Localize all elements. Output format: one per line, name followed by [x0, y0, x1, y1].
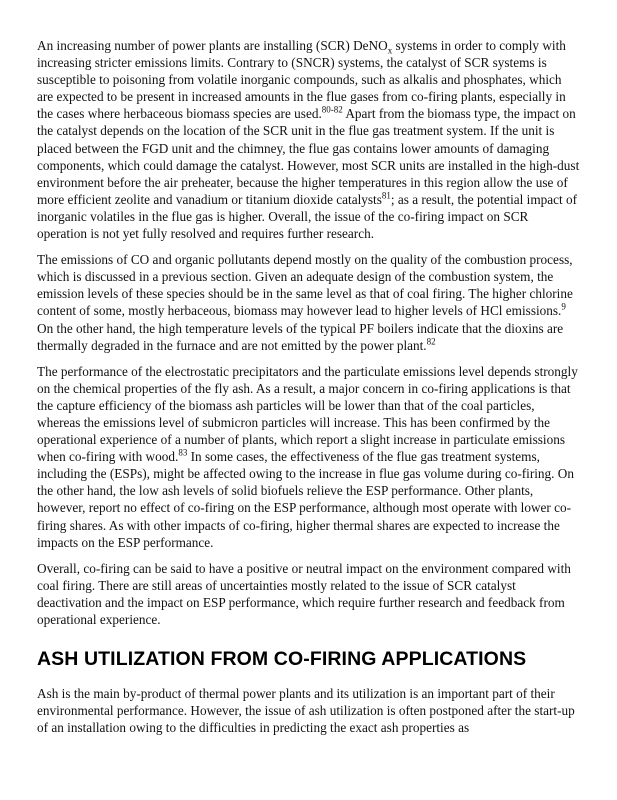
reference-superscript: 83	[178, 447, 188, 458]
reference-superscript: 9	[561, 302, 566, 312]
paragraph-ash-utilization	[37, 685, 580, 736]
paragraph-text: Overall, co-firing can be said to have a positive or neutral impact on the environment compared with coal firing. There are still areas of uncertainties mostly related to the issue of SCR catalyst deactivation and the impact on ESP performance, which require further research and feedback from operational experience.	[37, 560, 571, 627]
paragraph-text: The emissions of CO and organic pollutants depend mostly on the quality of the combustion process, which is discussed in a previous section. Given an adequate design of the combustion system, the emission levels of these species should be in the same level as that of coal firing. The higher chlorine content of some, mostly herbaceous, biomass may however lead to higher levels of HCl emissions.	[37, 252, 573, 319]
paragraph-co-emissions	[37, 251, 580, 354]
paragraph-text: In some cases, the effectiveness of the flue gas treatment systems, including the (ESPs), might be affected owing to the increase in flue gas volume during co-firing. On the other hand, the low ash levels of solid biofuels relieve the ESP performance. Other plants, however, report no effect of co-firing on the ESP performance, although most operate with lower co-firing shares. As with other impacts of co-firing, higher thermal shares are expected to increase the impacts on the ESP performance.	[37, 449, 574, 550]
paragraph-scr-catalyst	[37, 37, 580, 242]
section-heading: ASH UTILIZATION FROM CO-FIRING APPLICATIONS	[37, 648, 527, 671]
reference-superscript: 82	[426, 336, 436, 347]
paragraph-text: Ash is the main by-product of thermal power plants and its utilization is an important part of their environmental performance. However, the issue of ash utilization is often postponed after the start-up of an installation owing to the difficulties in predicting the exact ash properties as	[37, 686, 575, 736]
paragraph-text: The performance of the electrostatic precipitators and the particulate emissions level depends strongly on the chemical properties of the fly ash. As a result, a major concern in co-firing applications is that the capture efficiency of the biomass ash particles will be lower than that of the coal particles, whereas the emissions level of submicron particles will increase. This has been confirmed by the operational experience of a number of plants, which report a slight increase in particulate emissions when co-firing with wood.	[37, 363, 578, 465]
paragraph-text: On the other hand, the high temperature levels of the typical PF boilers indicate that the dioxins are thermally degraded in the furnace and are not emitted by the power plant.	[37, 320, 564, 353]
paragraph-esp-performance	[37, 363, 580, 551]
document-body	[37, 37, 580, 745]
paragraph-text: ; as a result, the potential impact of inorganic volatiles in the flue gas is higher. Overall, the issue of the co-firing impact on SCR operation is not yet fully resolved and requires further research.	[37, 191, 578, 242]
paragraph-text: Apart from the biomass type, the impact on the catalyst depends on the location of the SCR unit in the flue gas treatment system. If the unit is placed between the FGD unit and the chimney, the flue gas contains lower amounts of damaging components, which could damage the catalyst. However, most SCR units are installed in the high-dust environment before the air preheater, because the higher temperatures in this region allow the use of more efficient zeolite and vanadium or titanium dioxide catalysts	[37, 106, 580, 207]
reference-superscript: 80-82	[321, 104, 343, 115]
subscript-x: x	[387, 45, 393, 56]
paragraph-overall-impact	[37, 560, 580, 628]
reference-superscript: 81	[381, 190, 391, 201]
paragraph-text: systems in order to comply with increasing stricter emissions limits. Contrary to (SNCR) systems, the catalyst of SCR systems is susceptible to poisoning from volatile inorganic compounds, such as alkalis and phosphates, which are expected to be present in increased amounts in the flue gases from co-firing plants, especially in the cases where herbaceous biomass species are used.	[37, 38, 566, 122]
paragraph-text: An increasing number of power plants are installing (SCR) DeNO	[37, 38, 388, 53]
